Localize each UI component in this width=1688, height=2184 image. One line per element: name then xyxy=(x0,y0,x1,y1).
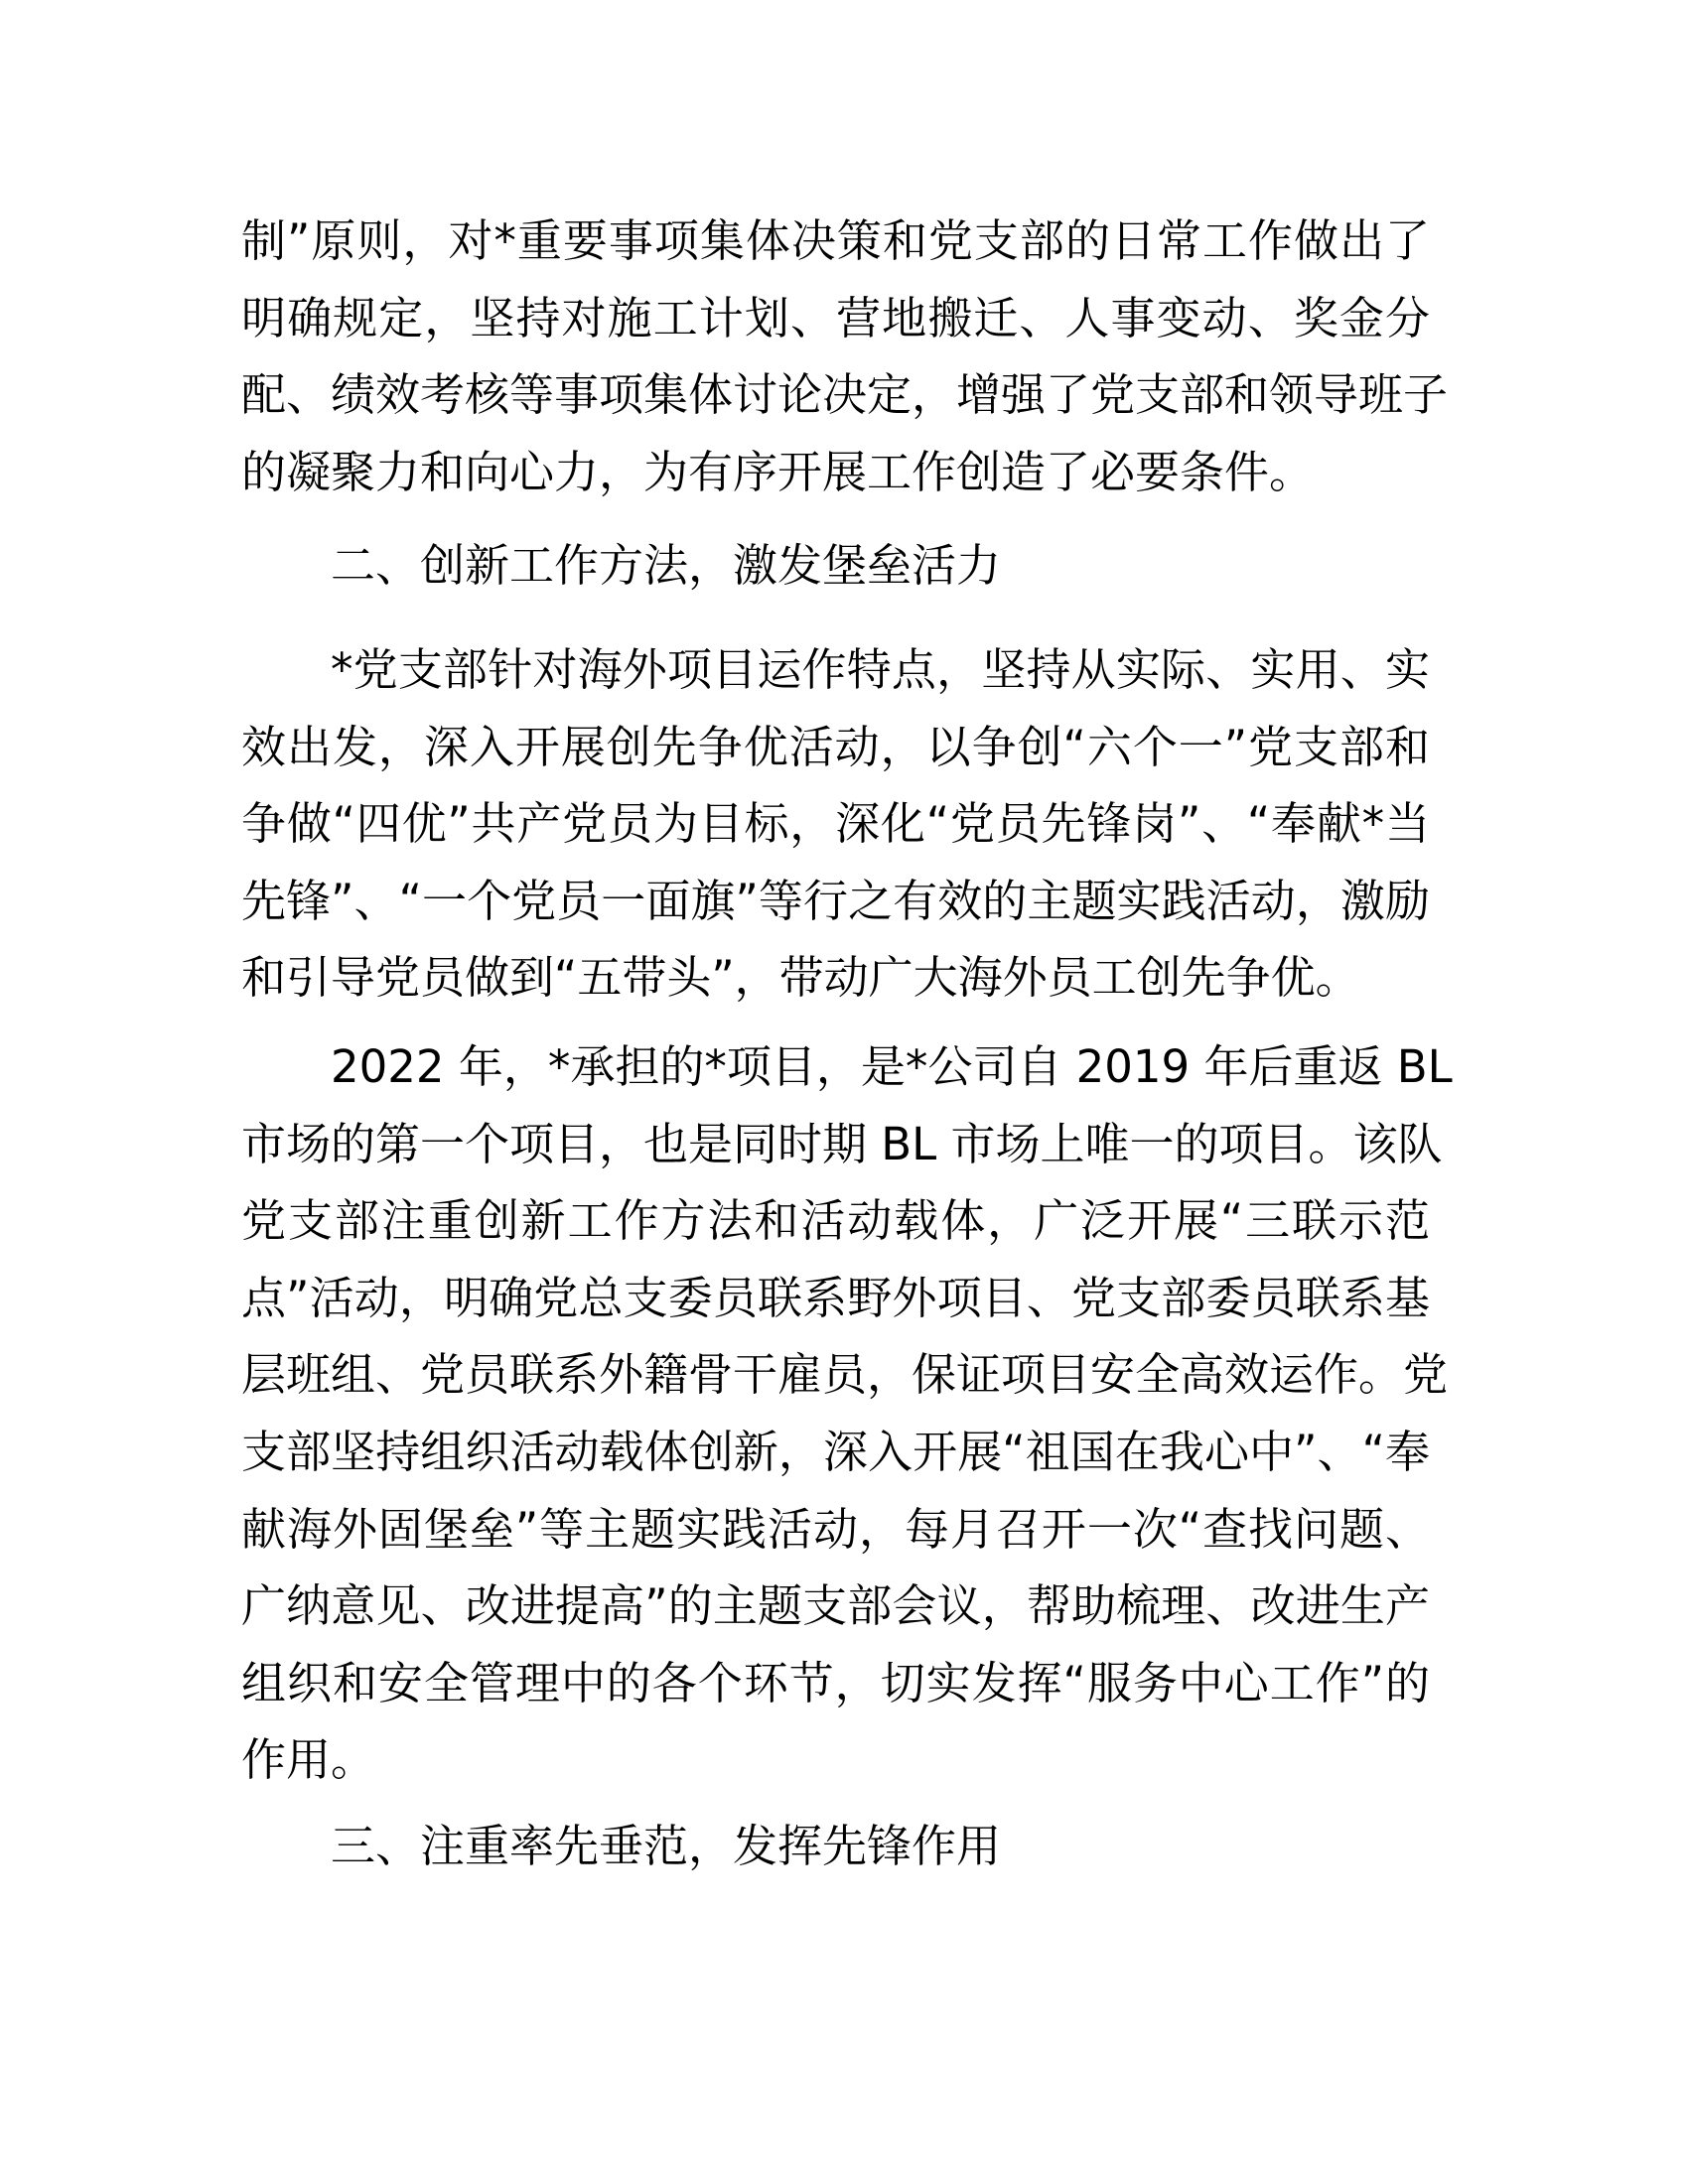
text-line: 的凝聚力和向心力，为有序开展工作创造了必要条件。 xyxy=(241,445,1315,498)
text-line: 组织和安全管理中的各个环节，切实发挥“服务中心工作”的 xyxy=(241,1656,1430,1709)
text-line: 党支部注重创新工作方法和活动载体，广泛开展“三联示范 xyxy=(241,1194,1430,1248)
section-heading-3 xyxy=(241,1808,1430,1885)
text-line: 支部坚持组织活动载体创新，深入开展“祖国在我心中”、“奉 xyxy=(241,1425,1430,1478)
paragraph-innovation xyxy=(241,631,1430,1017)
heading-text: 二、创新工作方法，激发堡垒活力 xyxy=(331,539,1002,592)
text-line: *党支部针对海外项目运作特点，坚持从实际、实用、实 xyxy=(331,643,1430,696)
text-line: 先锋”、“一个党员一面旗”等行之有效的主题实践活动，激励 xyxy=(241,874,1430,927)
heading-text: 三、注重率先垂范，发挥先锋作用 xyxy=(331,1820,1002,1872)
section-heading-2 xyxy=(241,527,1430,605)
text-line: 市场的第一个项目，也是同时期 BL 市场上唯一的项目。该队 xyxy=(241,1117,1443,1170)
text-line: 2022 年，*承担的*项目，是*公司自 2019 年后重返 BL xyxy=(331,1040,1453,1093)
text-line: 作用。 xyxy=(241,1733,376,1787)
text-line: 广纳意见、改进提高”的主题支部会议，帮助梳理、改进生产 xyxy=(241,1579,1430,1633)
text-line: 层班组、党员联系外籍骨干雇员，保证项目安全高效运作。党 xyxy=(241,1348,1449,1402)
paragraph-continuation xyxy=(241,203,1449,510)
text-line: 明确规定，坚持对施工计划、营地搬迁、人事变动、奖金分 xyxy=(241,291,1430,344)
text-line: 制”原则，对*重要事项集体决策和党支部的日常工作做出了 xyxy=(241,214,1430,267)
text-line: 争做“四优”共产党员为目标，深化“党员先锋岗”、“奉献*当 xyxy=(241,797,1430,851)
text-line: 点”活动，明确党总支委员联系野外项目、党支部委员联系基 xyxy=(241,1271,1430,1324)
text-line: 效出发，深入开展创先争优活动，以争创“六个一”党支部和 xyxy=(241,720,1430,773)
text-line: 献海外固堡垒”等主题实践活动，每月召开一次“查找问题、 xyxy=(241,1502,1430,1556)
paragraph-project-2022 xyxy=(241,1028,1453,1799)
text-line: 配、绩效考核等事项集体讨论决定，增强了党支部和领导班子 xyxy=(241,368,1449,422)
text-line: 和引导党员做到“五带头”，带动广大海外员工创先争优。 xyxy=(241,951,1360,1005)
